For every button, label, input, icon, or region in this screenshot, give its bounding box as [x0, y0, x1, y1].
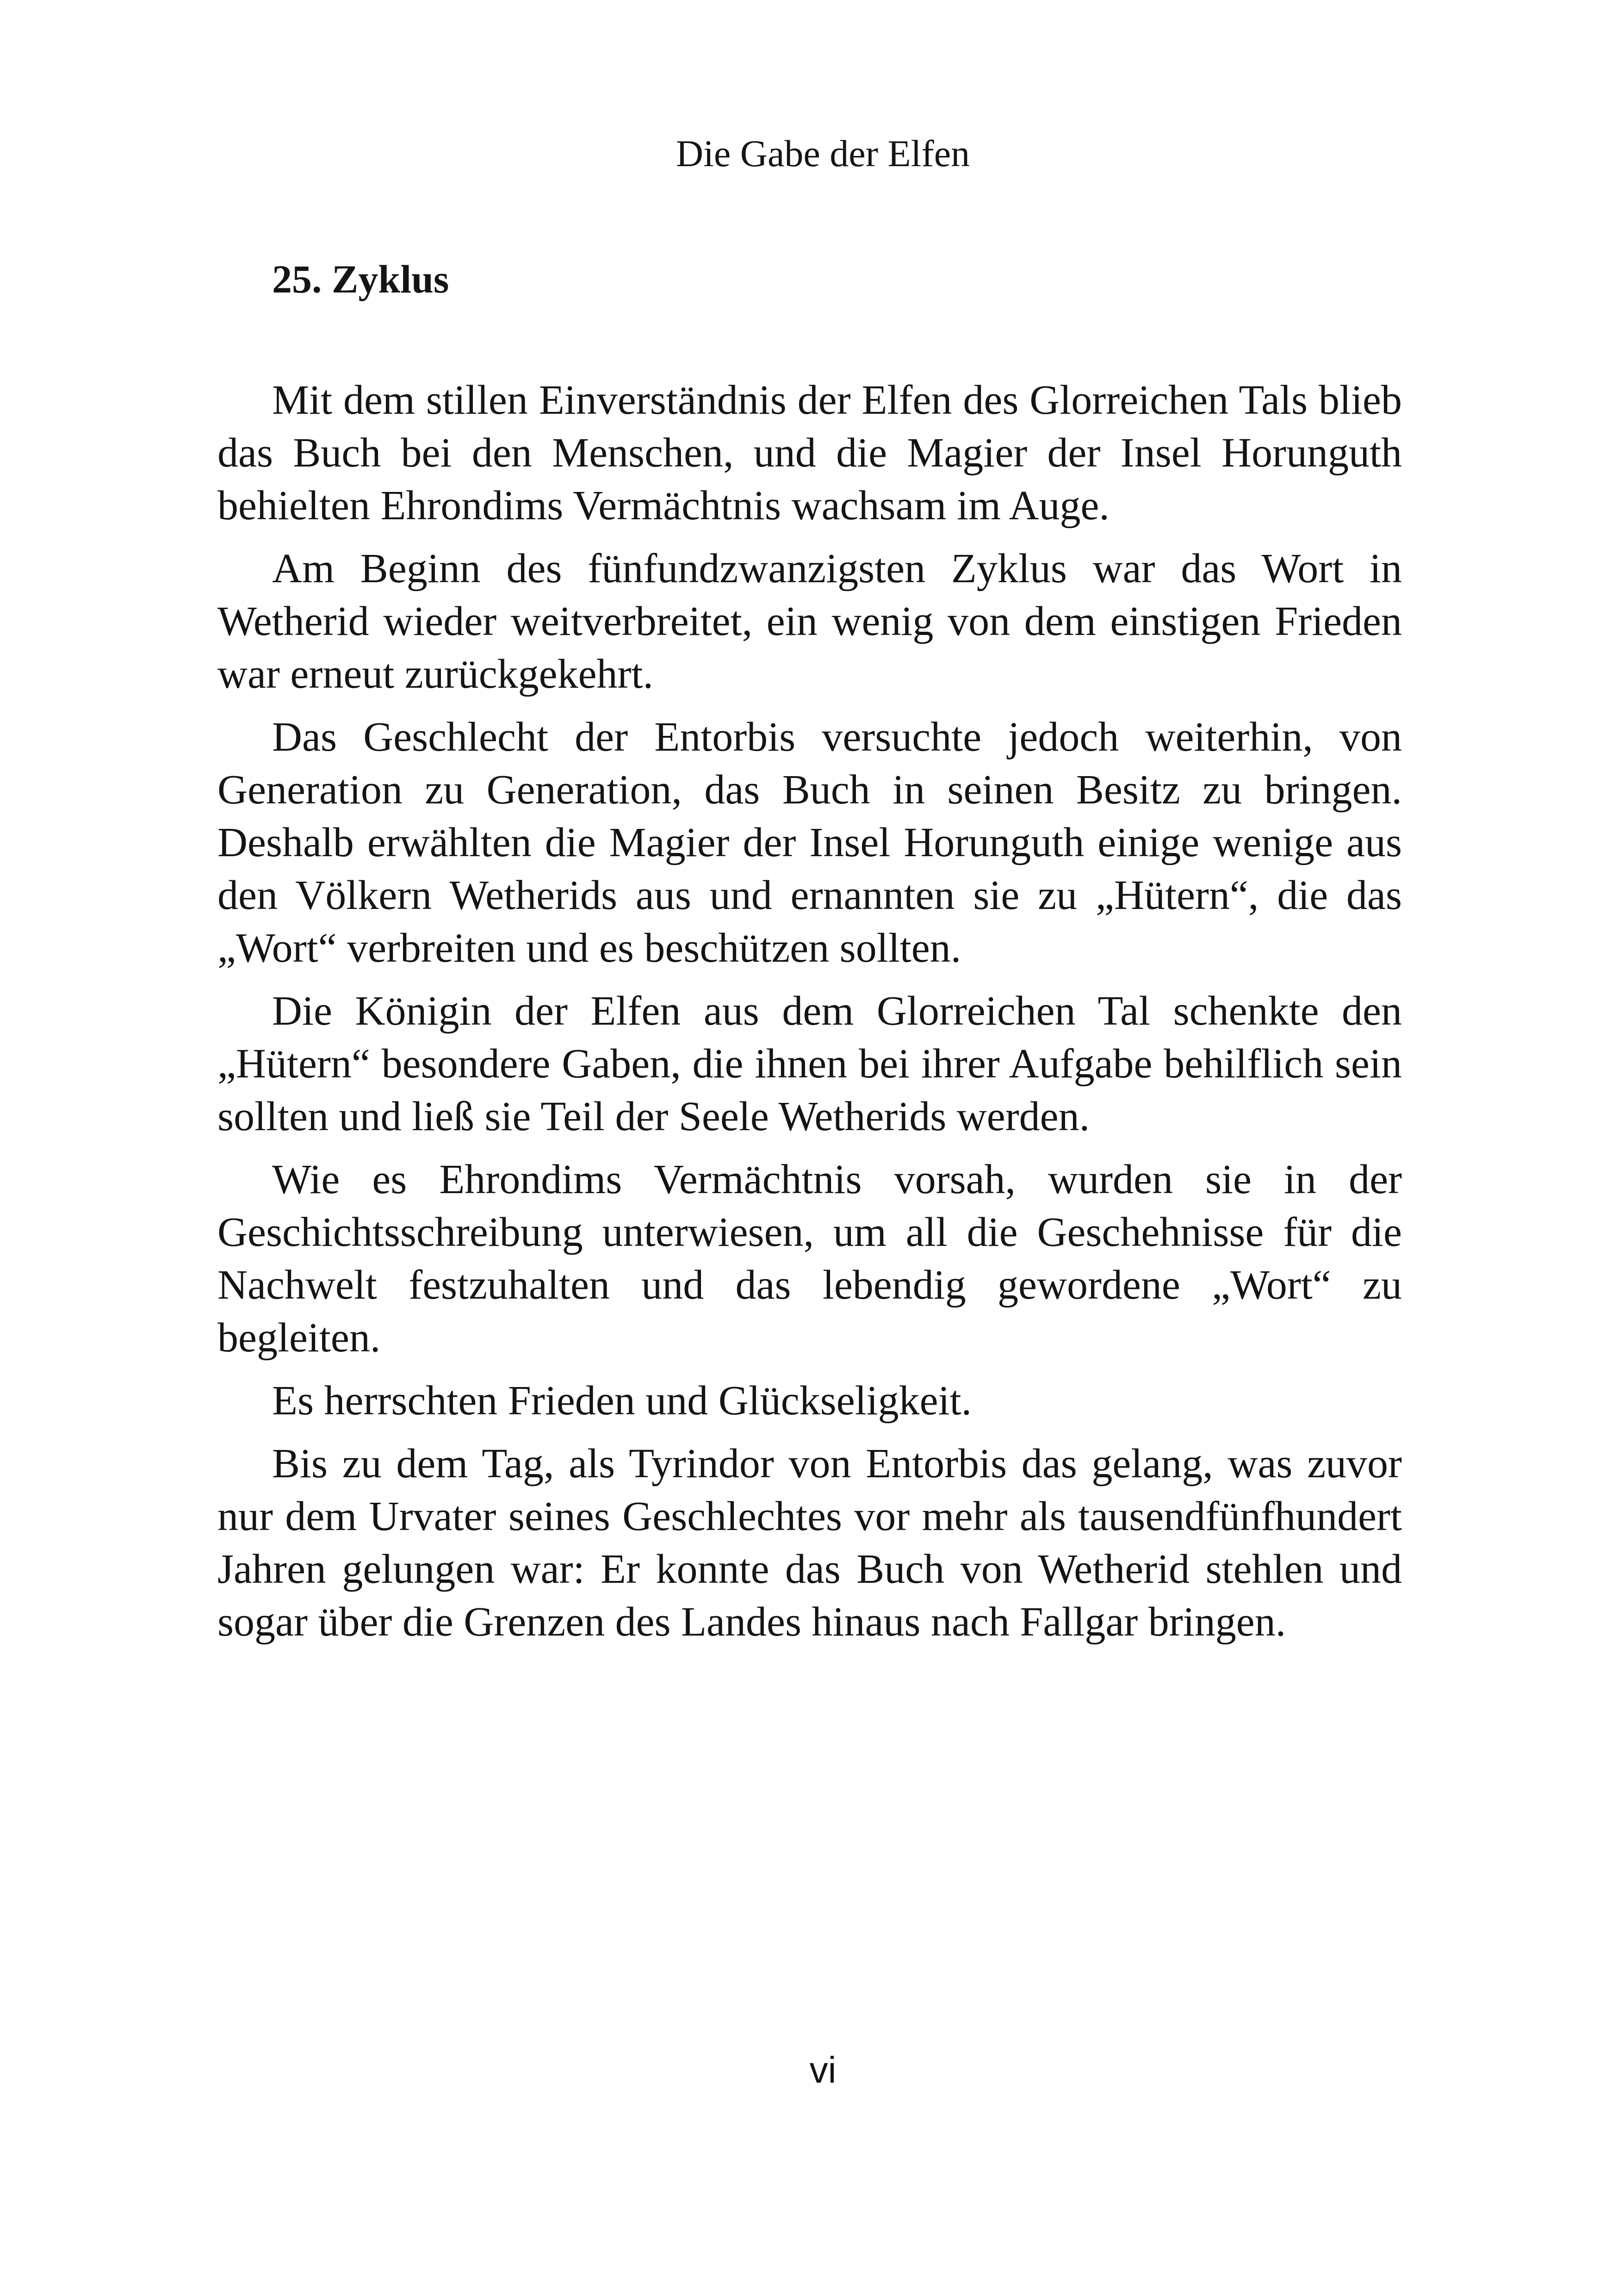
- paragraph: Am Beginn des fünfundzwanzigsten Zyklus war das Wort in Wetherid wieder weitverbreitet, ein wenig von dem einstigen Frieden war erneut zurückgekehrt.: [217, 546, 1402, 697]
- body-text: [217, 374, 1402, 1659]
- running-header: Die Gabe der Elfen: [676, 132, 970, 174]
- paragraph: Die Königin der Elfen aus dem Glorreichen Tal schenkte den „Hütern“ besondere Gaben, die ihnen bei ihrer Aufgabe behilflich sein sollten und ließ sie Teil der Seele Wetherids werden.: [217, 988, 1402, 1139]
- paragraph: Bis zu dem Tag, als Tyrindor von Entorbis das gelang, was zuvor nur dem Urvater seines Geschlechtes vor mehr als tausendfünfhundert Jahren gelungen war: Er konnte das Buch von Wetherid stehlen und sogar über die Grenzen des Landes hinaus nach Fallgar bringen.: [217, 1441, 1402, 1645]
- page-number: vi: [809, 2049, 837, 2091]
- chapter-title: 25. Zyklus: [272, 257, 449, 301]
- paragraph: Wie es Ehrondims Vermächtnis vorsah, wurden sie in der Geschichtsschreibung unterwiesen, um all die Geschehnisse für die Nachwelt festzuhalten und das lebendig gewordene „Wort“ zu begleiten.: [217, 1157, 1402, 1361]
- paragraph: Das Geschlecht der Entorbis versuchte jedoch weiterhin, von Generation zu Generation, das Buch in seinen Besitz zu bringen. Deshalb erwählten die Magier der Insel Horunguth einige wenige aus den Völkern Wetherids aus und ernannten sie zu „Hütern“, die das „Wort“ verbreiten und es beschützen sollten.: [217, 714, 1402, 971]
- paragraph: Es herrschten Frieden und Glückseligkeit.: [272, 1378, 972, 1424]
- paragraph: Mit dem stillen Einverständnis der Elfen des Glorreichen Tals blieb das Buch bei den Menschen, und die Magier der Insel Horunguth behielten Ehrondims Vermächtnis wachsam im Auge.: [217, 377, 1402, 529]
